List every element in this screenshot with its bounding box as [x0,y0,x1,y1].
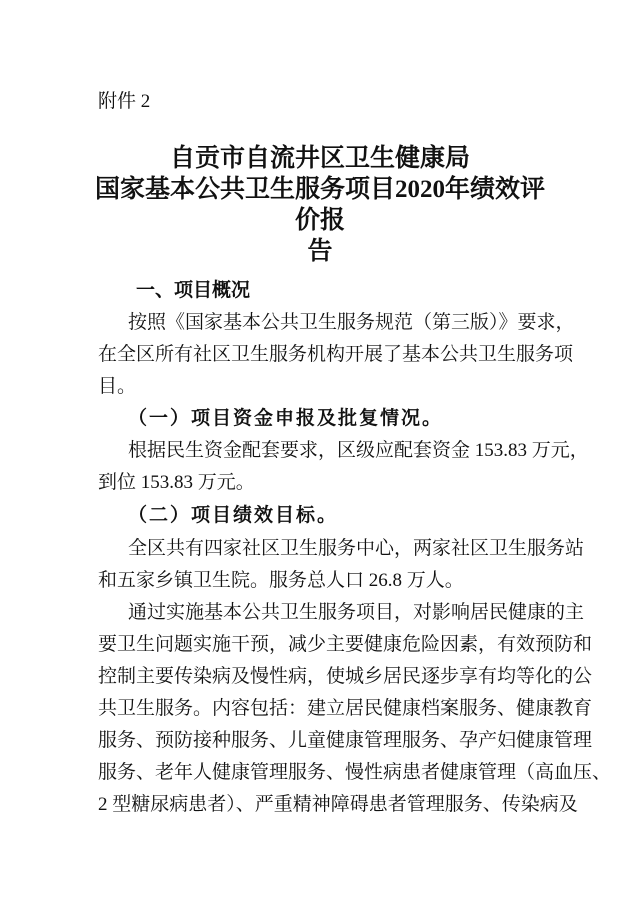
paragraph-line: 在全区所有社区卫生服务机构开展了基本公共卫生服务项 [98,344,574,365]
paragraph-line: 服务、老年人健康管理服务、慢性病患者健康管理（高血压、 [98,762,612,783]
paragraph-line: 根据民生资金配套要求，区级应配套资金 153.83 万元， [128,440,589,461]
document-title [90,143,550,267]
paragraph-line: 共卫生服务。内容包括：建立居民健康档案服务、健康教育 [98,698,593,719]
subsection2-heading: （二）项目绩效目标。 [128,505,339,526]
paragraph-line: 服务、预防接种服务、儿童健康管理服务、孕产妇健康管理 [98,730,593,751]
attachment-label: 附件 2 [98,91,151,112]
paragraph-line: 要卫生问题实施干预，减少主要健康危险因素，有效预防和 [98,634,593,655]
title-line: 自贡市自流井区卫生健康局 [169,145,470,172]
paragraph-line: 通过实施基本公共卫生服务项目，对影响居民健康的主 [128,602,585,623]
title-line: 国家基本公共卫生服务项目2020年绩效评价报 [94,176,545,234]
paragraph-line: 到位 153.83 万元。 [98,472,255,493]
paragraph-line: 按照《国家基本公共卫生服务规范（第三版）》要求， [128,312,575,333]
paragraph-line: 和五家乡镇卫生院。服务总人口 26.8 万人。 [98,570,464,591]
paragraph-line: 目。 [98,376,137,397]
paragraph-line: 控制主要传染病及慢性病，使城乡居民逐步享有均等化的公 [98,666,593,687]
title-line: 告 [307,238,333,265]
subsection1-heading: （一）项目资金申报及批复情况。 [128,408,444,429]
section1-heading: 一、项目概况 [136,280,251,301]
paragraph-line: 2 型糖尿病患者）、严重精神障碍患者管理服务、传染病及 [98,794,578,815]
paragraph-line: 全区共有四家社区卫生服务中心，两家社区卫生服务站 [128,538,585,559]
